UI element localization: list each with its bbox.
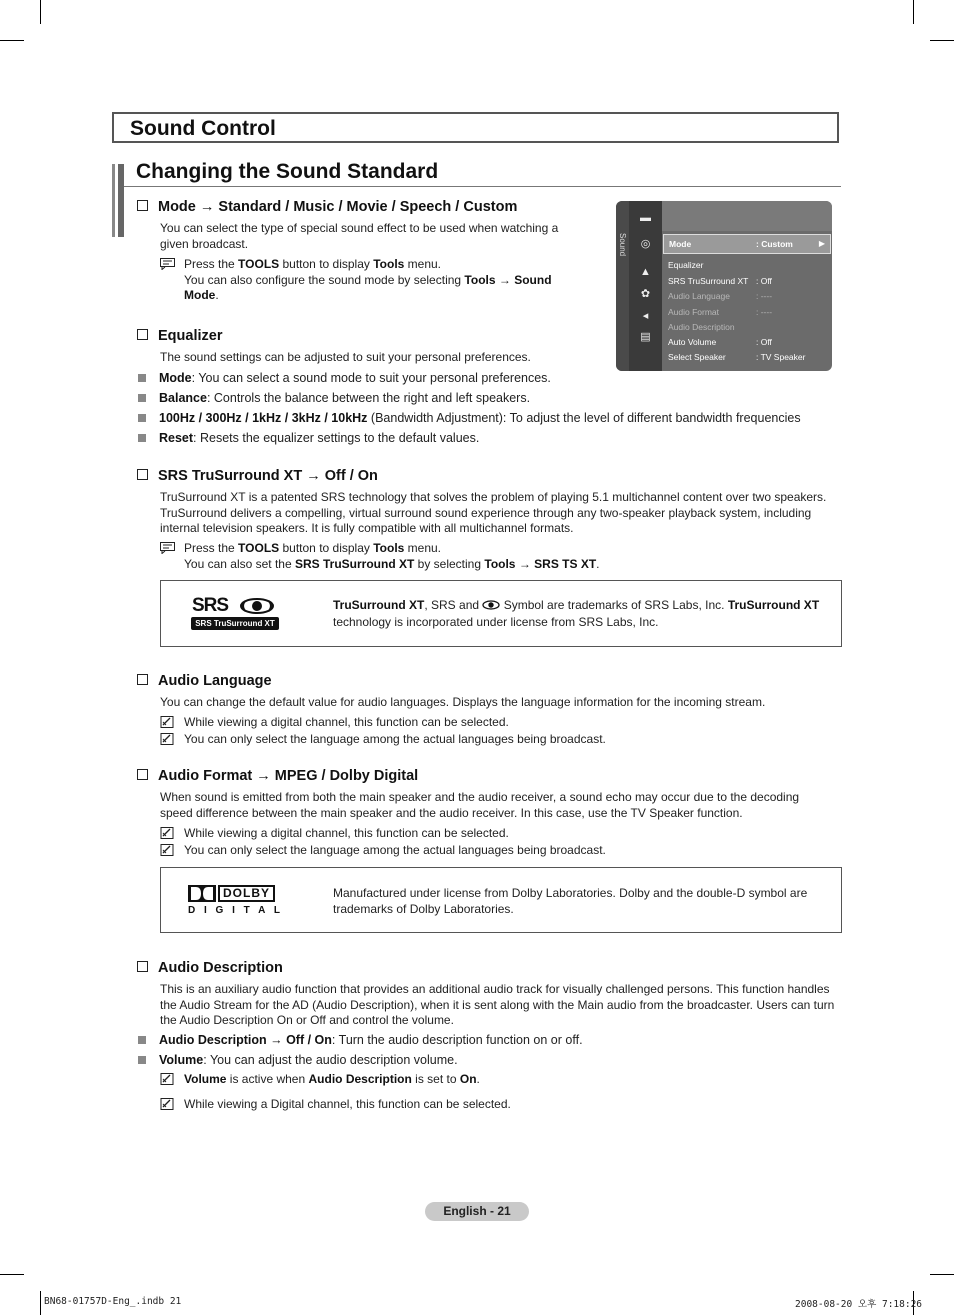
audio-format-heading: Audio Format → MPEG / Dolby Digital	[137, 768, 418, 784]
dolby-license-text: Manufactured under license from Dolby Laboratories. Dolby and the double-D symbol are trademarks of Dolby Laboratories.	[333, 886, 808, 916]
equalizer-bullet: Balance: Controls the balance between the right and left speakers.	[138, 390, 530, 406]
bullet-icon	[138, 374, 146, 382]
menu-item[interactable]: Audio Language : ----	[668, 291, 773, 301]
menu-item[interactable]: SRS TruSurround XT : Off	[668, 276, 772, 286]
srs-heading: SRS TruSurround XT → Off / On	[137, 468, 378, 484]
mode-body: You can select the type of special sound effect to be used when watching a given broadcast.	[160, 221, 559, 251]
equalizer-bullet: 100Hz / 300Hz / 1kHz / 3kHz / 10kHz (Bandwidth Adjustment): To adjust the level of different bandwidth frequencies	[138, 410, 801, 426]
crop-mark	[0, 40, 24, 41]
footer-timestamp: 2008-08-20 오후 7:18:26	[795, 1299, 923, 1310]
checkbox-icon	[137, 329, 148, 340]
audio-language-body: You can change the default value for audio languages. Displays the language information for the incoming stream.	[160, 695, 766, 709]
srs-body: TruSurround XT is a patented SRS technology that solves the problem of playing 5.1 multichannel content over two speakers. TruSurround delivers a compelling, virtual surround sound experience through any two-speaker playback system, including internal television speakers. It is fully compatible with all multichannel formats.	[160, 490, 827, 535]
equalizer-bullet: Mode: You can select a sound mode to suit your personal preferences.	[138, 370, 551, 386]
crop-mark	[40, 0, 41, 24]
section-bar	[112, 164, 124, 237]
crop-mark	[930, 1274, 954, 1275]
footer-file-info: BN68-01757D-Eng_.indb 21	[44, 1296, 182, 1307]
page-number: English - 21	[425, 1202, 529, 1221]
crop-mark	[0, 1274, 24, 1275]
audio-format-note: You can only select the language among the actual languages being broadcast.	[160, 843, 606, 859]
bullet-icon	[138, 1036, 146, 1044]
dolby-logo: DOLBY D I G I T A L	[188, 886, 283, 916]
crop-mark	[930, 40, 954, 41]
audio-description-bullet: Audio Description → Off / On: Turn the audio description function on or off.	[138, 1032, 583, 1048]
audio-language-note: While viewing a digital channel, this function can be selected.	[160, 715, 509, 731]
picture-icon: ▬	[640, 212, 651, 224]
equalizer-bullet: Reset: Resets the equalizer settings to the default values.	[138, 430, 479, 446]
menu-item[interactable]: Auto Volume : Off	[668, 337, 772, 347]
input-icon: ◂	[642, 310, 649, 322]
audio-format-note: While viewing a digital channel, this function can be selected.	[160, 826, 509, 842]
audio-description-note: Volume is active when Audio Description is set to On.	[160, 1072, 480, 1088]
note-icon	[160, 1098, 175, 1110]
audio-language-heading: Audio Language	[137, 673, 272, 689]
note-icon	[160, 827, 175, 839]
srs-license-box	[160, 580, 842, 647]
menu-item-selected[interactable]: Mode : Custom ▶	[663, 234, 831, 254]
mode-tools-note: Press the TOOLS button to display Tools menu. You can also configure the sound mode by selecting Tools → Sound Mode.	[160, 257, 552, 304]
double-d-icon	[188, 885, 216, 907]
srs-tools-note: Press the TOOLS button to display Tools menu. You can also set the SRS TruSurround XT by selecting Tools → SRS TS XT.	[160, 541, 600, 572]
audio-description-body: This is an auxiliary audio function that provides an additional audio track for visually challenged persons. This function handles the Audio Stream for the AD (Audio Description), when it is sent along with the Main audio from the broadcaster. Users can turn the Audio Description On or Off and control the volume.	[160, 982, 835, 1027]
mode-heading: Mode → Standard / Music / Movie / Speech / Custom	[137, 199, 517, 215]
srs-license-text: TruSurround XT, SRS and Symbol are trademarks of SRS Labs, Inc. TruSurround XT technology is incorporated under license from SRS Labs, Inc.	[333, 598, 820, 629]
bullet-icon	[138, 394, 146, 402]
audio-description-note: While viewing a Digital channel, this function can be selected.	[160, 1097, 511, 1113]
menu-item[interactable]: Audio Description	[668, 322, 735, 332]
audio-description-heading: Audio Description	[137, 960, 283, 976]
srs-symbol-icon	[482, 599, 500, 615]
checkbox-icon	[137, 961, 148, 972]
bullet-icon	[138, 414, 146, 422]
chapter-title: Sound Control	[130, 117, 276, 140]
audio-format-body: When sound is emitted from both the main speaker and the audio receiver, a sound echo may occur due to the decoding speed difference between the main speaker and the audio receiver. In this case, use the TV Speaker function.	[160, 790, 800, 820]
chapter-header	[112, 112, 839, 143]
equalizer-body: The sound settings can be adjusted to suit your personal preferences.	[160, 350, 531, 364]
srs-circle-icon	[239, 598, 275, 614]
audio-language-note: You can only select the language among the actual languages being broadcast.	[160, 732, 606, 748]
menu-item[interactable]: Equalizer	[668, 260, 704, 270]
setup-icon: ✿	[640, 288, 651, 300]
audio-description-bullet: Volume: You can adjust the audio description volume.	[138, 1052, 458, 1068]
menu-item[interactable]: Select Speaker : TV Speaker	[668, 352, 806, 362]
bullet-icon	[138, 1056, 146, 1064]
equalizer-heading: Equalizer	[137, 328, 222, 344]
bullet-icon	[138, 434, 146, 442]
crop-mark	[40, 1291, 41, 1315]
note-icon	[160, 1073, 175, 1085]
tools-icon	[160, 542, 175, 554]
section-title: Changing the Sound Standard	[136, 160, 439, 183]
dolby-license-box	[160, 867, 842, 933]
section-divider	[124, 186, 841, 187]
srs-logo: SRS SRS TruSurround XT	[191, 595, 281, 631]
tv-sound-menu-screenshot	[616, 201, 832, 371]
sound-icon: ◎	[640, 238, 651, 250]
menu-icon-column	[629, 201, 662, 371]
crop-mark	[913, 0, 914, 24]
tools-icon	[160, 258, 175, 270]
menu-side-label: Sound	[618, 233, 627, 257]
arrow-right-icon: ▶	[818, 239, 825, 248]
channel-icon: ▲	[640, 266, 651, 278]
note-icon	[160, 733, 175, 745]
checkbox-icon	[137, 200, 148, 211]
application-icon: ▤	[640, 331, 651, 343]
checkbox-icon	[137, 674, 148, 685]
note-icon	[160, 716, 175, 728]
checkbox-icon	[137, 469, 148, 480]
note-icon	[160, 844, 175, 856]
checkbox-icon	[137, 769, 148, 780]
menu-item[interactable]: Audio Format : ----	[668, 307, 773, 317]
